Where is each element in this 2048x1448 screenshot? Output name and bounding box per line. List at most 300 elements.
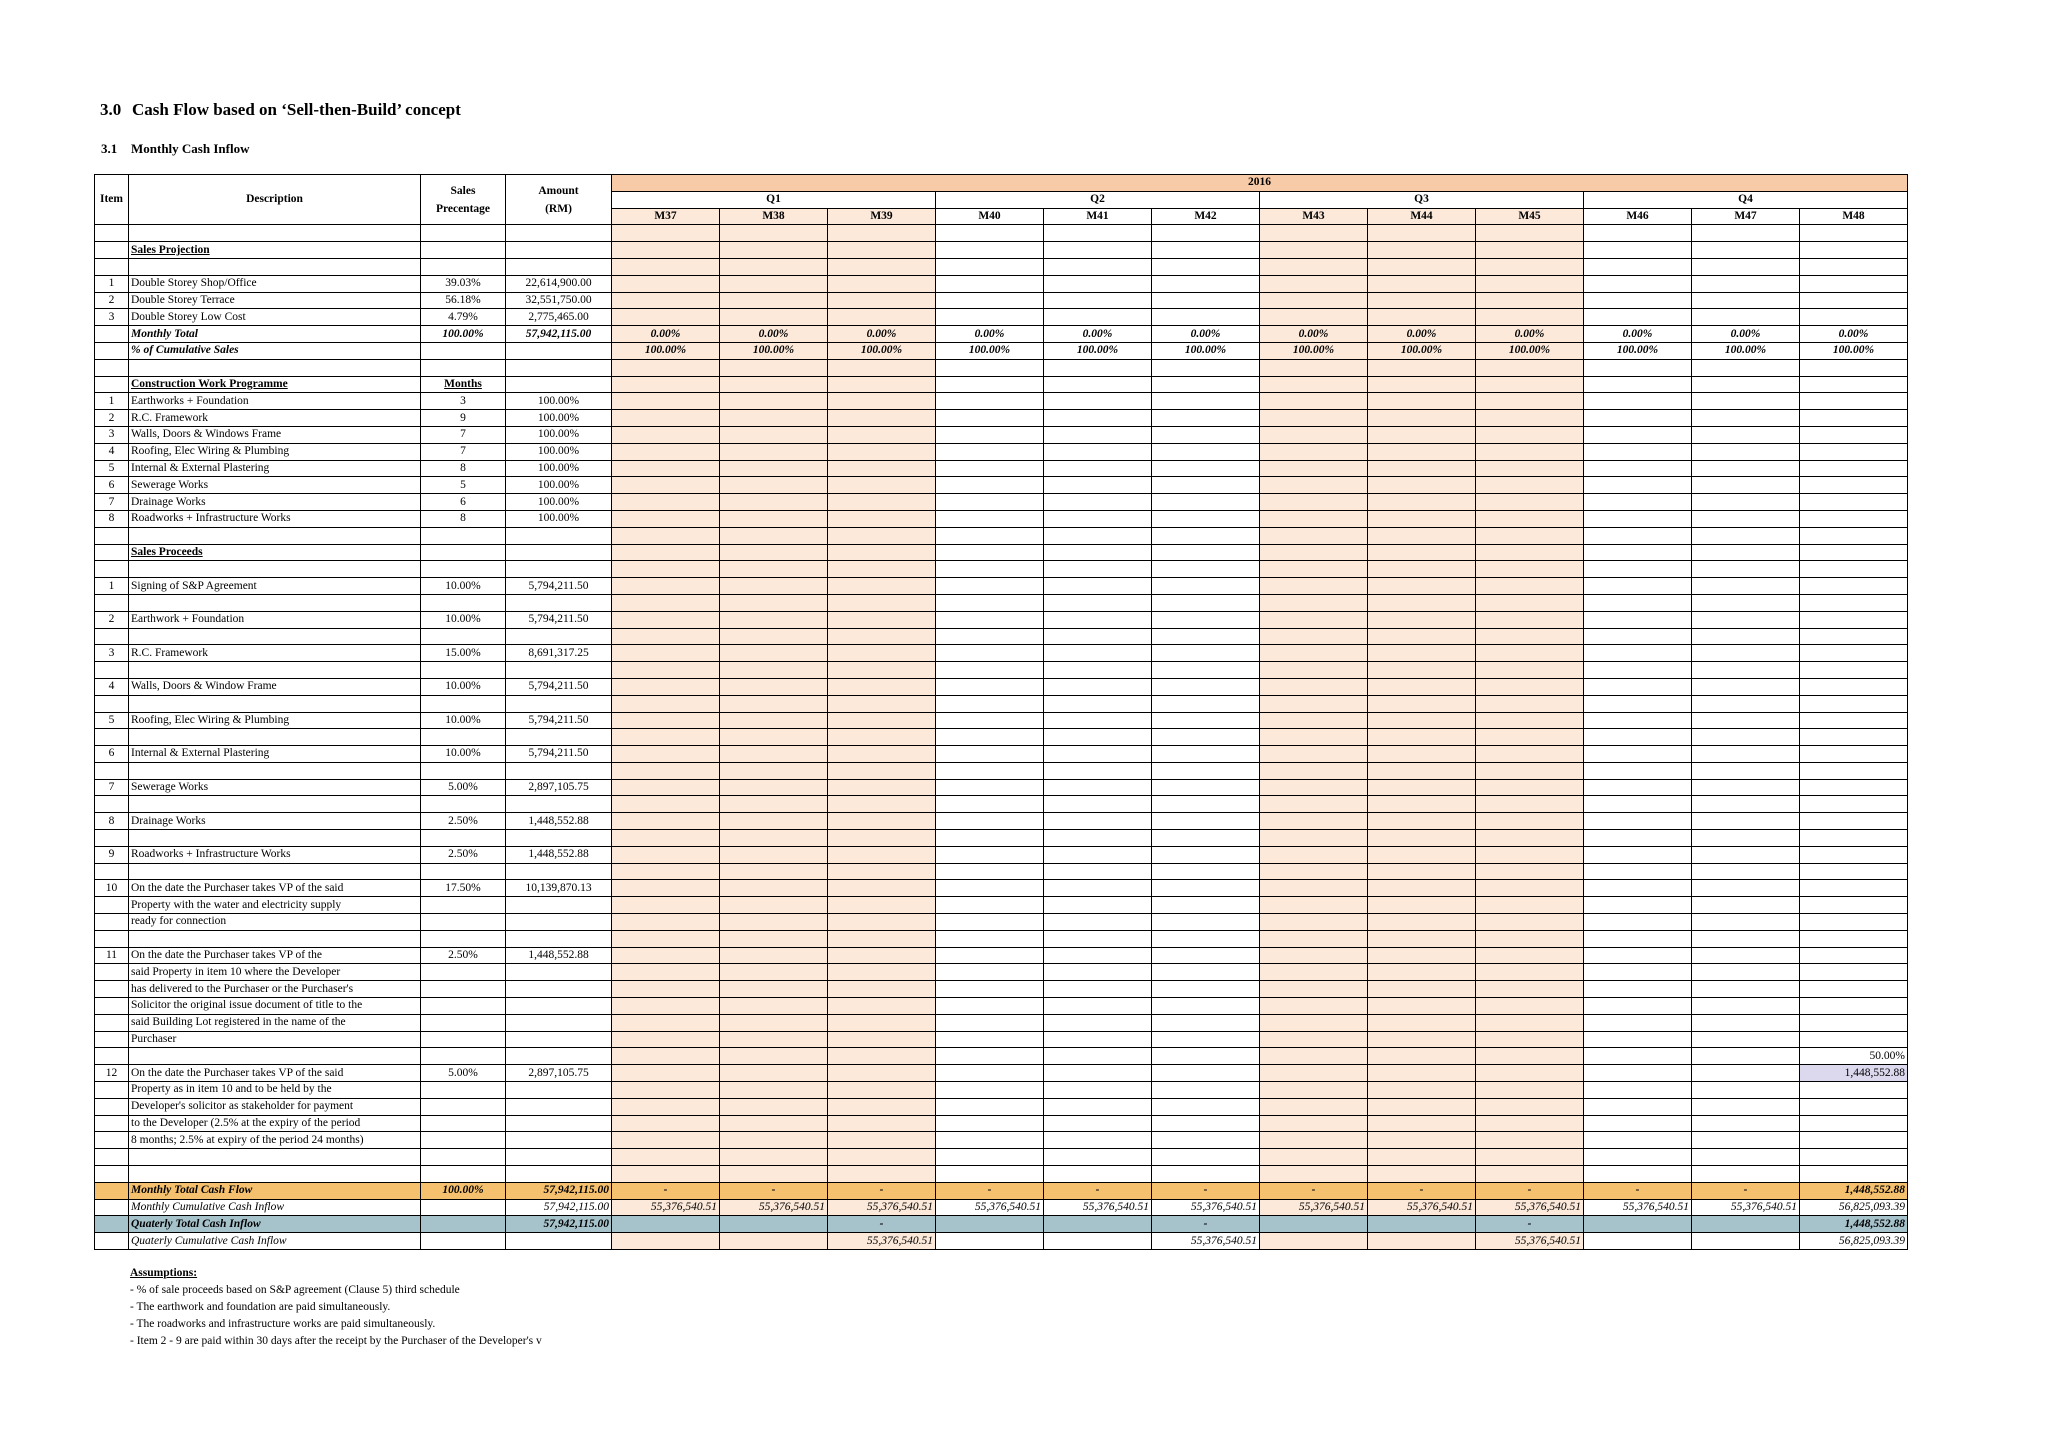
month-value-cell (1044, 662, 1152, 679)
month-value-cell (1044, 611, 1152, 628)
subtitle-number: 3.1 (101, 141, 118, 156)
description-cell: Monthly Total Cash Flow (129, 1182, 421, 1199)
month-value-cell (1800, 510, 1908, 527)
month-value-cell (1692, 275, 1800, 292)
month-value-cell: 100.00% (1476, 342, 1584, 359)
month-value-cell (1368, 242, 1476, 259)
item-number-cell: 5 (95, 460, 129, 477)
month-value-cell (1152, 1048, 1260, 1065)
table-row (95, 914, 1908, 931)
month-value-cell (612, 460, 720, 477)
month-value-cell (1152, 662, 1260, 679)
month-value-cell (1368, 1048, 1476, 1065)
table-row (95, 863, 1908, 880)
month-value-cell: 100.00% (1584, 342, 1692, 359)
month-value-cell (1044, 544, 1152, 561)
month-value-cell (720, 729, 828, 746)
month-value-cell (1800, 309, 1908, 326)
month-value-cell (936, 494, 1044, 511)
sales-percentage-cell: 39.03% (421, 275, 506, 292)
month-value-cell (1260, 796, 1368, 813)
title-text: Cash Flow based on ‘Sell-then-Build’ concept (132, 100, 461, 119)
month-value-cell (828, 1115, 936, 1132)
month-value-cell (720, 1048, 828, 1065)
month-value-cell (1692, 359, 1800, 376)
month-value-cell: - (1152, 1182, 1260, 1199)
month-value-cell (612, 830, 720, 847)
month-value-cell (1584, 1031, 1692, 1048)
month-value-cell (1800, 762, 1908, 779)
month-value-cell (1476, 998, 1584, 1015)
description-cell: On the date the Purchaser takes VP of the said (129, 880, 421, 897)
description-cell (129, 225, 421, 242)
month-value-cell (1584, 510, 1692, 527)
month-value-cell (1584, 846, 1692, 863)
month-value-cell (1800, 477, 1908, 494)
month-value-cell: 55,376,540.51 (1584, 1199, 1692, 1216)
description-cell: Sewerage Works (129, 779, 421, 796)
month-value-cell (1368, 275, 1476, 292)
description-cell: to the Developer (2.5% at the expiry of the period (129, 1115, 421, 1132)
table-row (95, 645, 1908, 662)
table-row (95, 981, 1908, 998)
month-value-cell (828, 477, 936, 494)
month-value-cell (1044, 1048, 1152, 1065)
month-value-cell (1692, 1115, 1800, 1132)
month-value-cell (1152, 376, 1260, 393)
month-value-cell (828, 258, 936, 275)
month-value-cell (828, 309, 936, 326)
month-value-cell (1044, 645, 1152, 662)
month-value-cell (720, 258, 828, 275)
month-value-cell (1044, 813, 1152, 830)
item-number-cell (95, 796, 129, 813)
month-value-cell (1584, 460, 1692, 477)
month-value-cell (720, 746, 828, 763)
table-row (95, 1149, 1908, 1166)
month-value-cell (1800, 611, 1908, 628)
sales-percentage-cell (421, 662, 506, 679)
amount-cell (506, 1233, 612, 1250)
table-row (95, 880, 1908, 897)
month-value-cell (1692, 880, 1800, 897)
sales-percentage-cell: 2.50% (421, 846, 506, 863)
month-value-cell (1584, 863, 1692, 880)
month-value-cell: 55,376,540.51 (1368, 1199, 1476, 1216)
month-value-cell: - (1692, 1182, 1800, 1199)
description-cell (129, 830, 421, 847)
month-value-cell (1692, 712, 1800, 729)
sales-percentage-cell: 2.50% (421, 813, 506, 830)
month-value-cell (1476, 1132, 1584, 1149)
month-value-cell (1800, 410, 1908, 427)
month-value-cell (1152, 275, 1260, 292)
month-value-cell (1476, 813, 1584, 830)
item-number-cell (95, 914, 129, 931)
month-value-cell (936, 729, 1044, 746)
month-value-cell (828, 645, 936, 662)
month-value-cell (828, 1014, 936, 1031)
month-value-cell (828, 359, 936, 376)
month-value-cell (1368, 830, 1476, 847)
month-value-cell (1368, 1098, 1476, 1115)
month-value-cell (1584, 947, 1692, 964)
item-number-cell: 9 (95, 846, 129, 863)
month-value-cell (936, 275, 1044, 292)
month-value-cell (828, 729, 936, 746)
month-value-cell (1260, 410, 1368, 427)
sales-percentage-cell (421, 258, 506, 275)
month-value-cell (1692, 1149, 1800, 1166)
month-value-cell (1800, 964, 1908, 981)
month-value-cell: 55,376,540.51 (1260, 1199, 1368, 1216)
month-value-cell (1584, 1216, 1692, 1233)
month-value-cell (828, 897, 936, 914)
month-value-cell (1044, 225, 1152, 242)
month-value-cell (1044, 477, 1152, 494)
item-number-cell: 3 (95, 426, 129, 443)
description-cell: Construction Work Programme (129, 376, 421, 393)
month-value-cell (720, 611, 828, 628)
month-value-cell (720, 561, 828, 578)
month-value-cell (1692, 645, 1800, 662)
month-value-cell (1044, 897, 1152, 914)
month-value-cell (720, 410, 828, 427)
month-value-cell (1044, 678, 1152, 695)
item-number-cell (95, 1216, 129, 1233)
section-subtitle (101, 141, 249, 157)
description-cell (129, 729, 421, 746)
month-value-cell (828, 544, 936, 561)
month-value-cell: 56,825,093.39 (1800, 1199, 1908, 1216)
month-value-cell (1260, 1149, 1368, 1166)
table-row (95, 1031, 1908, 1048)
month-value-cell (1800, 359, 1908, 376)
month-value-cell (1476, 1014, 1584, 1031)
month-value-cell (720, 830, 828, 847)
month-value-cell (1044, 930, 1152, 947)
month-value-cell (1368, 611, 1476, 628)
month-value-cell (720, 225, 828, 242)
month-value-cell (720, 393, 828, 410)
month-value-cell (1152, 863, 1260, 880)
month-value-cell (1260, 662, 1368, 679)
description-cell (129, 258, 421, 275)
table-row (95, 578, 1908, 595)
description-cell: said Building Lot registered in the name of the (129, 1014, 421, 1031)
month-value-cell (828, 1132, 936, 1149)
month-value-cell (828, 863, 936, 880)
month-value-cell (1368, 393, 1476, 410)
amount-cell: 100.00% (506, 477, 612, 494)
month-value-cell (612, 510, 720, 527)
month-value-cell (1152, 981, 1260, 998)
month-value-cell (1584, 729, 1692, 746)
month-value-cell (936, 393, 1044, 410)
description-cell: Double Storey Terrace (129, 292, 421, 309)
description-cell: Internal & External Plastering (129, 460, 421, 477)
month-value-cell (1476, 914, 1584, 931)
assumption-item: - The earthwork and foundation are paid simultaneously. (130, 1301, 391, 1313)
month-value-cell (1476, 729, 1584, 746)
table-row (95, 1216, 1908, 1233)
month-value-cell (828, 779, 936, 796)
item-number-cell (95, 628, 129, 645)
month-value-cell (1800, 544, 1908, 561)
table-row (95, 561, 1908, 578)
item-number-cell (95, 964, 129, 981)
month-value-cell (1152, 611, 1260, 628)
month-value-cell (1152, 443, 1260, 460)
month-value-cell (1800, 729, 1908, 746)
month-value-cell (936, 746, 1044, 763)
month-value-cell (612, 359, 720, 376)
month-value-cell (1692, 779, 1800, 796)
month-value-cell (1584, 1065, 1692, 1082)
month-value-cell (1692, 594, 1800, 611)
month-value-cell (936, 964, 1044, 981)
amount-cell: 32,551,750.00 (506, 292, 612, 309)
sales-percentage-cell: 10.00% (421, 746, 506, 763)
sales-percentage-cell: 2.50% (421, 947, 506, 964)
month-value-cell (1476, 594, 1584, 611)
month-value-cell (828, 762, 936, 779)
month-value-cell (1584, 309, 1692, 326)
month-value-cell (1152, 309, 1260, 326)
month-value-cell (1368, 1216, 1476, 1233)
amount-cell: 5,794,211.50 (506, 678, 612, 695)
month-value-cell (1260, 1132, 1368, 1149)
month-value-cell (1584, 695, 1692, 712)
month-value-cell (1800, 695, 1908, 712)
description-cell: Earthwork + Foundation (129, 611, 421, 628)
item-number-cell (95, 1182, 129, 1199)
month-value-cell (828, 695, 936, 712)
month-value-cell (1692, 494, 1800, 511)
table-row (95, 510, 1908, 527)
month-value-cell (936, 930, 1044, 947)
month-value-cell (1152, 359, 1260, 376)
table-row (95, 1233, 1908, 1250)
amount-cell (506, 1048, 612, 1065)
amount-cell (506, 695, 612, 712)
month-value-cell (936, 796, 1044, 813)
month-value-cell (828, 527, 936, 544)
header-month: M38 (720, 208, 828, 225)
amount-cell (506, 561, 612, 578)
month-value-cell (1044, 410, 1152, 427)
month-value-cell (1368, 947, 1476, 964)
item-number-cell: 1 (95, 393, 129, 410)
sales-percentage-cell (421, 695, 506, 712)
month-value-cell (1260, 225, 1368, 242)
description-cell: % of Cumulative Sales (129, 342, 421, 359)
month-value-cell (828, 628, 936, 645)
sales-percentage-cell: 6 (421, 494, 506, 511)
month-value-cell (936, 1014, 1044, 1031)
month-value-cell (1152, 1166, 1260, 1183)
month-value-cell (612, 846, 720, 863)
month-value-cell (1584, 1098, 1692, 1115)
month-value-cell (1800, 1014, 1908, 1031)
month-value-cell (1368, 594, 1476, 611)
month-value-cell (1044, 914, 1152, 931)
amount-cell (506, 527, 612, 544)
amount-cell (506, 376, 612, 393)
month-value-cell (1692, 1132, 1800, 1149)
month-value-cell: - (1152, 1216, 1260, 1233)
description-cell (129, 359, 421, 376)
table-row (95, 813, 1908, 830)
sales-percentage-cell: 10.00% (421, 611, 506, 628)
month-value-cell (1692, 863, 1800, 880)
month-value-cell: - (1368, 1182, 1476, 1199)
month-value-cell (720, 981, 828, 998)
month-value-cell (1800, 914, 1908, 931)
table-row (95, 1182, 1908, 1199)
month-value-cell (1260, 544, 1368, 561)
month-value-cell (720, 762, 828, 779)
month-value-cell (936, 645, 1044, 662)
month-value-cell (1692, 729, 1800, 746)
month-value-cell (1368, 1014, 1476, 1031)
month-value-cell (1044, 1115, 1152, 1132)
month-value-cell (1044, 779, 1152, 796)
month-value-cell (1260, 1048, 1368, 1065)
month-value-cell (1692, 376, 1800, 393)
month-value-cell (1368, 762, 1476, 779)
month-value-cell (612, 1216, 720, 1233)
month-value-cell (1044, 830, 1152, 847)
sales-percentage-cell: 5 (421, 477, 506, 494)
month-value-cell (828, 1149, 936, 1166)
description-cell: Internal & External Plastering (129, 746, 421, 763)
month-value-cell (936, 678, 1044, 695)
month-value-cell (936, 662, 1044, 679)
item-number-cell (95, 376, 129, 393)
month-value-cell (1368, 460, 1476, 477)
description-cell (129, 527, 421, 544)
month-value-cell (612, 1048, 720, 1065)
table-row (95, 242, 1908, 259)
description-cell: Double Storey Shop/Office (129, 275, 421, 292)
month-value-cell (1692, 914, 1800, 931)
month-value-cell (1584, 242, 1692, 259)
month-value-cell (1152, 477, 1260, 494)
sales-percentage-cell (421, 930, 506, 947)
description-cell (129, 1149, 421, 1166)
month-value-cell (1584, 1115, 1692, 1132)
table-row (95, 846, 1908, 863)
month-value-cell (1152, 510, 1260, 527)
month-value-cell (1800, 813, 1908, 830)
month-value-cell (1476, 611, 1584, 628)
item-number-cell: 6 (95, 477, 129, 494)
description-cell: has delivered to the Purchaser or the Purchaser's (129, 981, 421, 998)
month-value-cell (1476, 846, 1584, 863)
month-value-cell (612, 779, 720, 796)
month-value-cell (1152, 426, 1260, 443)
amount-cell (506, 1166, 612, 1183)
month-value-cell (1800, 275, 1908, 292)
month-value-cell (1044, 594, 1152, 611)
month-value-cell: 1,448,552.88 (1800, 1216, 1908, 1233)
amount-cell: 100.00% (506, 410, 612, 427)
table-row (95, 393, 1908, 410)
description-cell: ready for connection (129, 914, 421, 931)
month-value-cell (1692, 292, 1800, 309)
table-row (95, 342, 1908, 359)
sales-percentage-cell: 56.18% (421, 292, 506, 309)
month-value-cell (1044, 863, 1152, 880)
month-value-cell: 100.00% (720, 342, 828, 359)
month-value-cell (1692, 796, 1800, 813)
month-value-cell (1260, 611, 1368, 628)
month-value-cell (1476, 1065, 1584, 1082)
month-value-cell (1800, 830, 1908, 847)
month-value-cell (1044, 964, 1152, 981)
month-value-cell (612, 393, 720, 410)
month-value-cell (1476, 1149, 1584, 1166)
month-value-cell (1584, 410, 1692, 427)
description-cell: 8 months; 2.5% at expiry of the period 24 months) (129, 1132, 421, 1149)
month-value-cell (828, 393, 936, 410)
month-value-cell (612, 1031, 720, 1048)
month-value-cell (612, 796, 720, 813)
month-value-cell (1368, 443, 1476, 460)
month-value-cell (720, 1233, 828, 1250)
month-value-cell (828, 964, 936, 981)
table-row (95, 897, 1908, 914)
table-row (95, 628, 1908, 645)
month-value-cell (1692, 477, 1800, 494)
month-value-cell (1044, 1065, 1152, 1082)
month-value-cell (1800, 628, 1908, 645)
item-number-cell (95, 1166, 129, 1183)
month-value-cell (1584, 746, 1692, 763)
month-value-cell (1368, 695, 1476, 712)
month-value-cell (720, 1082, 828, 1099)
item-number-cell (95, 1233, 129, 1250)
month-value-cell (1260, 880, 1368, 897)
month-value-cell (1800, 527, 1908, 544)
amount-cell (506, 914, 612, 931)
month-value-cell (1800, 1115, 1908, 1132)
amount-cell: 57,942,115.00 (506, 326, 612, 343)
month-value-cell: - (1476, 1182, 1584, 1199)
sales-percentage-cell (421, 1098, 506, 1115)
month-value-cell (612, 628, 720, 645)
month-value-cell (612, 1014, 720, 1031)
sales-percentage-cell (421, 729, 506, 746)
month-value-cell (1044, 1098, 1152, 1115)
month-value-cell (1692, 258, 1800, 275)
title-number: 3.0 (100, 100, 122, 119)
description-cell: Sales Projection (129, 242, 421, 259)
month-value-cell (828, 880, 936, 897)
month-value-cell (936, 426, 1044, 443)
month-value-cell (828, 813, 936, 830)
month-value-cell (1044, 1233, 1152, 1250)
item-number-cell (95, 326, 129, 343)
month-value-cell (1476, 561, 1584, 578)
month-value-cell (828, 678, 936, 695)
sales-percentage-cell (421, 964, 506, 981)
description-cell: Quaterly Total Cash Inflow (129, 1216, 421, 1233)
month-value-cell (720, 880, 828, 897)
month-value-cell (1692, 964, 1800, 981)
sales-percentage-cell: 10.00% (421, 578, 506, 595)
